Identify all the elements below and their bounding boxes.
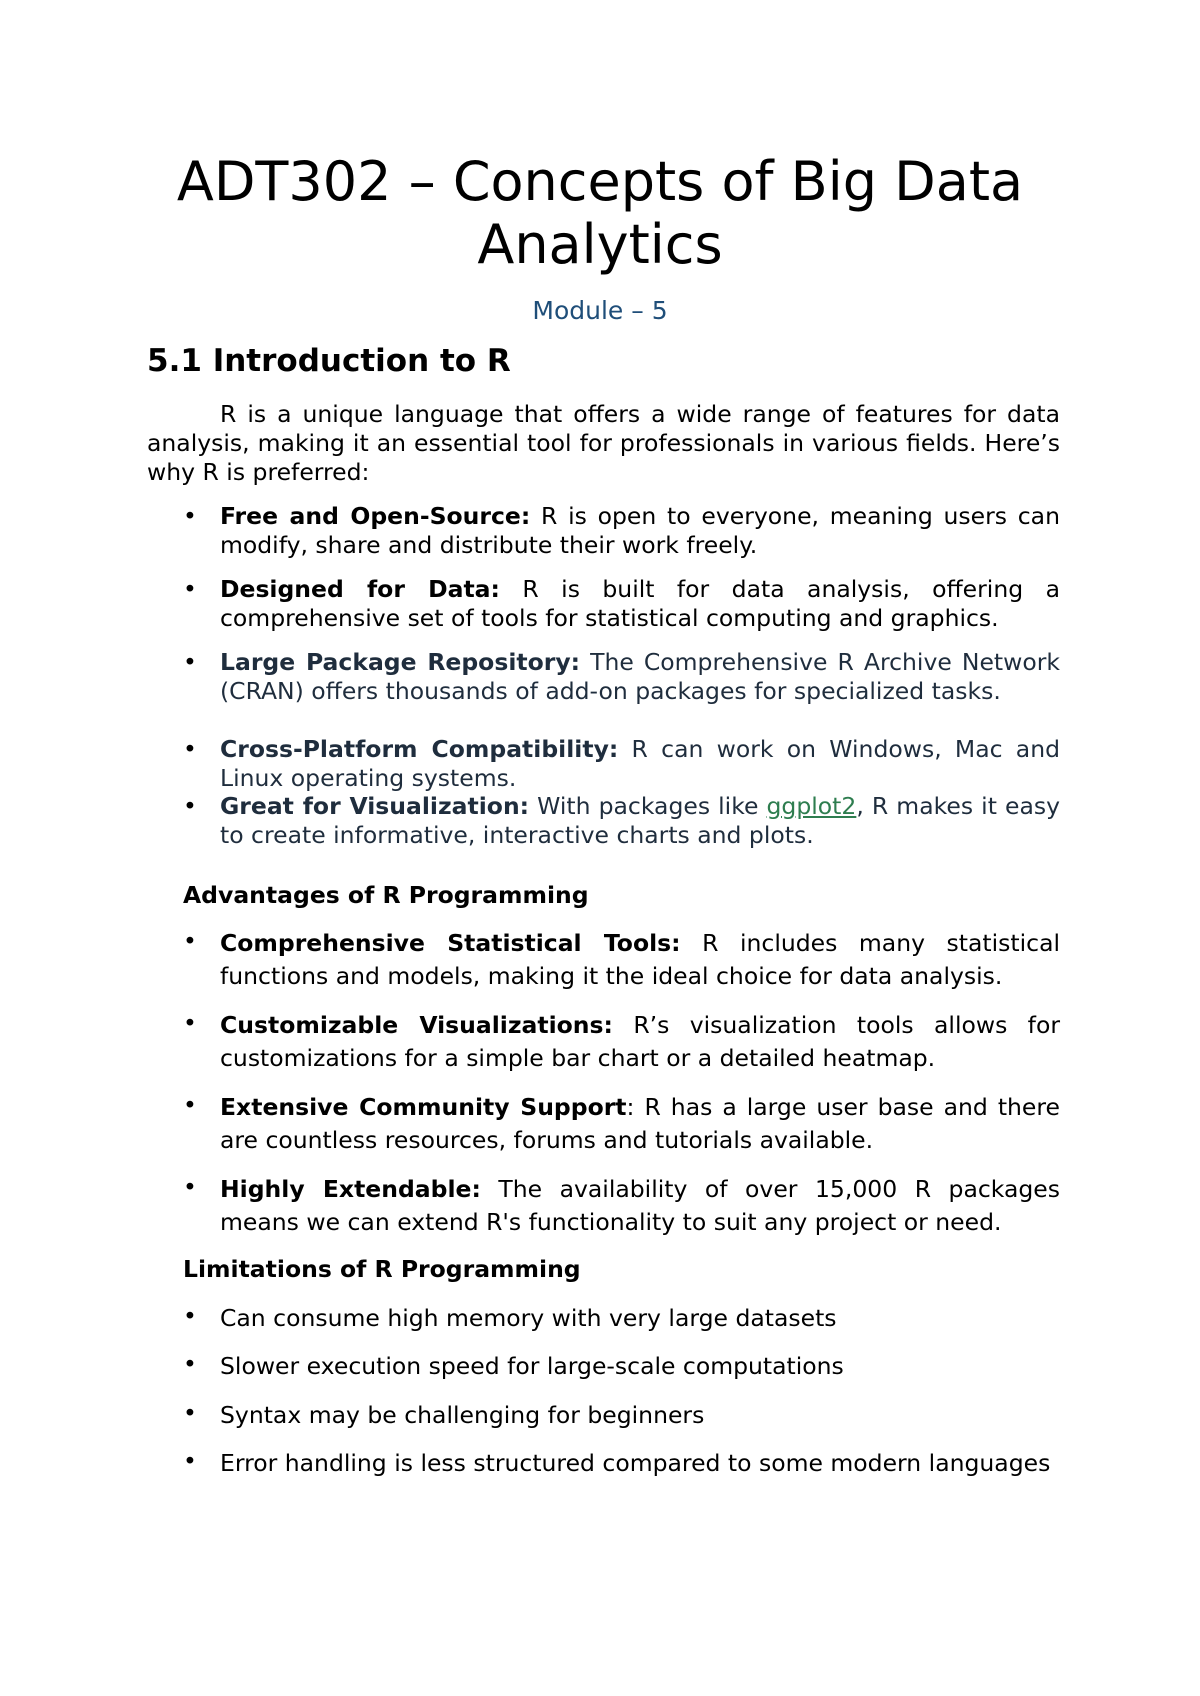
list-item [183,1447,1060,1480]
bullet-icon: • [183,1447,197,1475]
bullet-text: R includes many statistical functions and models, making it the ideal choice for data analysis. [220,929,1060,990]
bullet-icon: • [183,1091,197,1119]
bullet-icon: • [183,735,197,763]
bullet-text: The Comprehensive R Archive Network (CRAN) offers thousands of add-on packages for specialized tasks. [220,648,1060,705]
list-item [183,1173,1060,1238]
list-item [183,735,1060,792]
bullet-icon: • [183,1302,197,1330]
bullet-icon: • [183,927,197,955]
list-item [183,502,1060,559]
bullet-icon: • [183,792,197,820]
bullet-term: Cross-Platform Compatibility: [220,735,619,763]
bullet-term: Highly Extendable: [220,1175,481,1203]
bullet-term: Free and Open-Source: [220,502,531,530]
bullet-text: R is built for data analysis, offering a comprehensive set of tools for statistical computing and graphics. [220,575,1060,632]
intro-text: R is a unique language that offers a wide range of features for data analysis, making it an essential tool for professionals in various fields. Here’s why R is preferred: [147,400,1060,486]
bullet-icon: • [183,1350,197,1378]
bullet-text: R is open to everyone, meaning users can modify, share and distribute their work freely. [220,502,1060,559]
bullet-text: : R has a large user base and there are countless resources, forums and tutorials available. [220,1093,1060,1154]
document-title-line-1: ADT302 – Concepts of Big Data [176,150,1024,213]
module-label: Module – 5 [532,296,668,325]
bullet-icon: • [183,575,197,603]
bullet-term: Extensive Community Support [220,1093,627,1121]
bullet-icon: • [183,648,197,676]
bullet-text: Syntax may be challenging for beginners [220,1401,705,1429]
list-item [183,648,1060,705]
bullet-icon: • [183,1173,197,1201]
bullet-text-after: , R makes it easy to create informative, interactive charts and plots. [220,792,1060,849]
list-item [183,1302,1060,1335]
bullet-text-before: With packages like [529,792,767,820]
intro-paragraph [147,400,1060,487]
bullet-term: Great for Visualization: [220,792,530,820]
bullet-term: Designed for Data: [220,575,500,603]
bullet-text: R’s visualization tools allows for customizations for a simple bar chart or a detailed heatmap. [220,1011,1060,1072]
section-heading: 5.1 Introduction to R [147,343,511,379]
list-item [183,792,1060,849]
bullet-term: Large Package Repository: [220,648,581,676]
bullet-icon: • [183,1009,197,1037]
list-item [183,1091,1060,1156]
bullet-text: Can consume high memory with very large datasets [220,1304,837,1332]
list-item [183,1009,1060,1074]
bullet-text: The availability of over 15,000 R packages means we can extend R's functionality to suit any project or need. [220,1175,1060,1236]
bullet-text: R can work on Windows, Mac and Linux operating systems. [220,735,1060,792]
bullet-text: Slower execution speed for large-scale computations [220,1352,844,1380]
ggplot2-link[interactable]: ggplot2 [766,792,857,820]
list-item [183,1399,1060,1432]
bullet-term: Customizable Visualizations: [220,1011,613,1039]
list-item [183,575,1060,632]
limitations-heading: Limitations of R Programming [183,1255,581,1283]
bullet-icon: • [183,1399,197,1427]
bullet-term: Comprehensive Statistical Tools: [220,929,681,957]
document-title-line-2: Analytics [477,213,723,276]
list-item [183,927,1060,992]
advantages-heading: Advantages of R Programming [183,881,589,909]
list-item [183,1350,1060,1383]
bullet-icon: • [183,502,197,530]
bullet-text: Error handling is less structured compared to some modern languages [220,1449,1051,1477]
